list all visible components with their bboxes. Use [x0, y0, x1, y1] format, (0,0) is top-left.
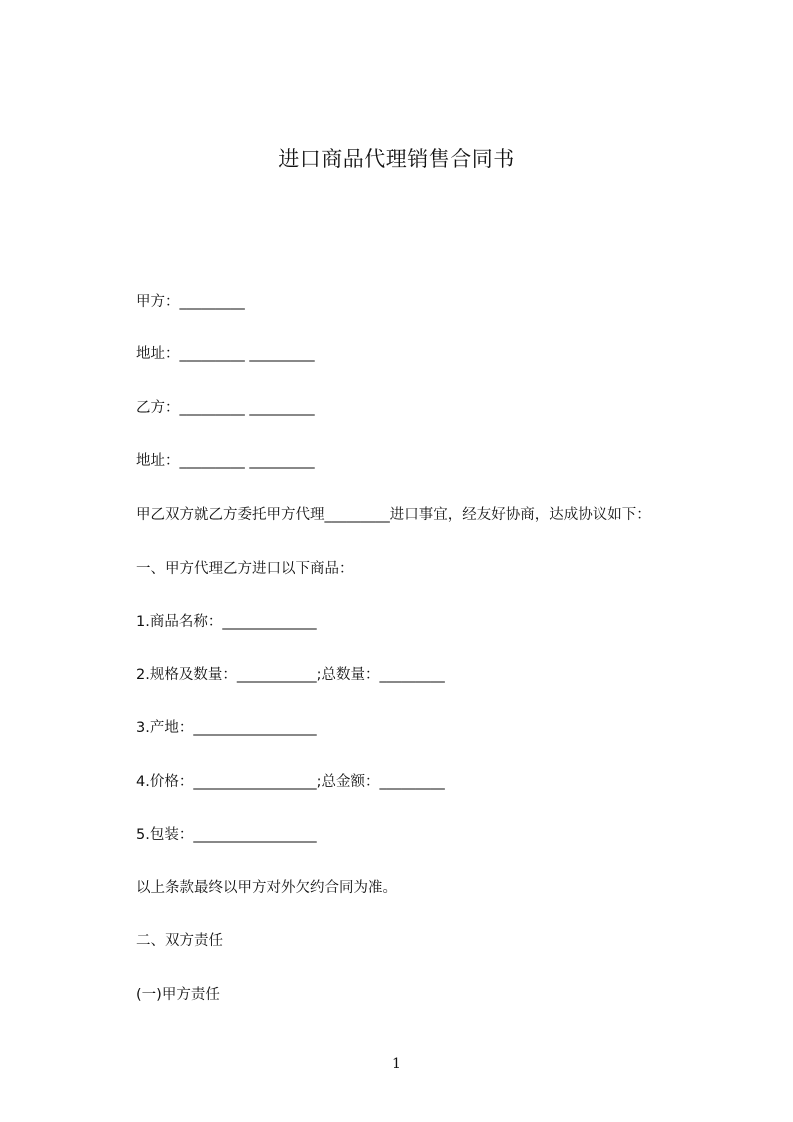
- party-a-address-line: 地址：_________ _________: [136, 346, 315, 362]
- page-number: 1: [392, 1056, 401, 1072]
- party-b-line: 乙方：_________ _________: [136, 400, 315, 416]
- item-packaging: 5.包装：_________________: [136, 827, 317, 843]
- item-price: 4.价格：_________________;总金额：_________: [136, 774, 445, 790]
- party-a-responsibility-heading: (一)甲方责任: [136, 987, 220, 1003]
- item-origin: 3.产地：_________________: [136, 720, 317, 736]
- item-spec-quantity: 2.规格及数量：___________;总数量：_________: [136, 667, 445, 683]
- intro-paragraph: 甲乙双方就乙方委托甲方代理_________进口事宜，经友好协商，达成协议如下：: [136, 507, 651, 523]
- party-b-address-line: 地址：_________ _________: [136, 453, 315, 469]
- terms-note: 以上条款最终以甲方对外欠约合同为准。: [136, 880, 397, 896]
- document-title: 进口商品代理销售合同书: [278, 147, 515, 171]
- party-a-line: 甲方：_________: [136, 294, 245, 310]
- section-2-heading: 二、双方责任: [136, 933, 223, 949]
- section-1-heading: 一、甲方代理乙方进口以下商品：: [136, 561, 354, 577]
- item-product-name: 1.商品名称：_____________: [136, 614, 317, 630]
